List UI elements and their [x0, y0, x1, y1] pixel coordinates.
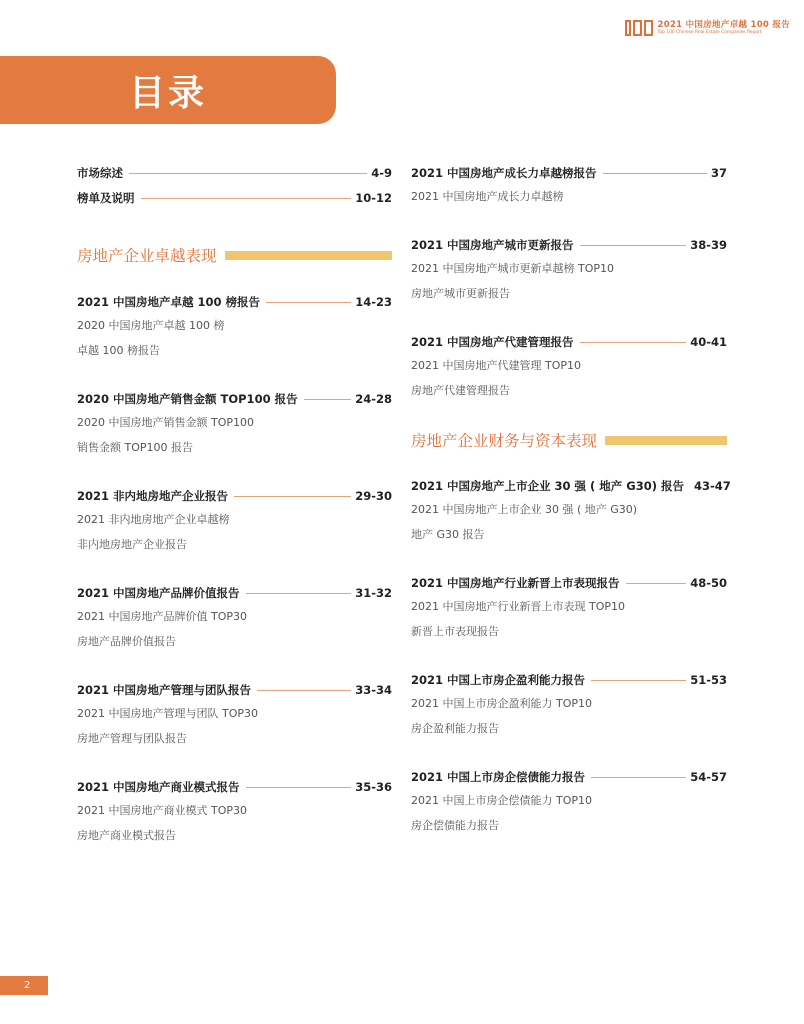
toc-entry-page: 14-23 — [355, 295, 392, 309]
toc-entry-title: 2021 中国房地产管理与团队报告 — [77, 683, 252, 697]
toc-entry-page: 24-28 — [355, 392, 392, 406]
toc-entry-page: 38-39 — [690, 238, 727, 252]
toc-sub-item: 2021 中国房地产城市更新卓越榜 TOP10 — [411, 262, 614, 275]
toc-entry-page: 35-36 — [355, 780, 392, 794]
section-title: 房地产企业财务与资本表现 — [411, 432, 598, 450]
toc-left-column — [77, 164, 392, 845]
toc-entry[interactable] — [77, 487, 392, 554]
leader-line — [257, 690, 351, 691]
toc-sub-item: 2021 中国房地产商业模式 TOP30 — [77, 804, 247, 817]
leader-line — [580, 245, 687, 246]
toc-sub-item: 2021 非内地房地产企业卓越榜 — [77, 513, 230, 526]
leader-line — [266, 302, 351, 303]
toc-entry[interactable] — [77, 681, 392, 748]
report-logo-icon — [625, 20, 653, 36]
toc-entry-title: 2021 中国房地产行业新晋上市表现报告 — [411, 576, 620, 590]
toc-entry[interactable] — [411, 164, 727, 206]
toc-entry[interactable] — [411, 768, 727, 835]
toc-entry-title: 榜单及说明 — [77, 191, 135, 205]
section-bar — [605, 436, 727, 445]
toc-entry-title: 2021 中国房地产城市更新报告 — [411, 238, 574, 252]
toc-sub-item: 2021 中国房地产品牌价值 TOP30 — [77, 610, 247, 623]
page-number: 2 — [0, 976, 48, 995]
toc-entry[interactable] — [77, 778, 392, 845]
toc-sub-item: 2020 中国房地产销售金额 TOP100 — [77, 416, 254, 429]
leader-line — [129, 173, 367, 174]
toc-sub-item: 卓越 100 榜报告 — [77, 344, 160, 357]
section-heading — [77, 244, 392, 266]
toc-sub-item: 2021 中国上市房企偿债能力 TOP10 — [411, 794, 592, 807]
toc-entry-page: 43-47 — [694, 479, 731, 493]
report-subtitle: Top 100 Chinese Real Estate Companies Report — [657, 30, 762, 36]
toc-sub-item: 2021 中国房地产上市企业 30 强 ( 地产 G30) — [411, 503, 638, 516]
leader-line — [626, 583, 687, 584]
toc-sub-item: 2021 中国房地产管理与团队 TOP30 — [77, 707, 258, 720]
section-heading — [411, 429, 727, 451]
toc-entry[interactable] — [77, 189, 392, 207]
toc-entry-title: 2021 中国房地产商业模式报告 — [77, 780, 240, 794]
leader-line — [246, 593, 352, 594]
leader-line — [591, 680, 686, 681]
toc-entry-page: 37 — [710, 166, 727, 180]
toc-entry-page: 31-32 — [355, 586, 392, 600]
toc-entry-title: 2021 中国房地产上市企业 30 强 ( 地产 G30) 报告 — [411, 479, 684, 493]
toc-sub-item: 地产 G30 报告 — [411, 528, 485, 541]
toc-entry-title: 2021 中国房地产代建管理报告 — [411, 335, 574, 349]
toc-entry-page: 51-53 — [690, 673, 727, 687]
section-title: 房地产企业卓越表现 — [77, 247, 217, 265]
toc-sub-item: 非内地房地产企业报告 — [77, 538, 187, 551]
toc-entry-title: 2021 中国上市房企盈利能力报告 — [411, 673, 586, 687]
toc-sub-item: 2020 中国房地产卓越 100 榜 — [77, 319, 225, 332]
report-header — [625, 20, 790, 36]
leader-line — [141, 198, 352, 199]
toc-entry[interactable] — [411, 333, 727, 400]
toc-sub-item: 房企盈利能力报告 — [411, 722, 499, 735]
toc-entry-page: 48-50 — [690, 576, 727, 590]
leader-line — [591, 777, 686, 778]
toc-sub-item: 新晋上市表现报告 — [411, 625, 499, 638]
toc-entry-page: 29-30 — [355, 489, 392, 503]
toc-right-column — [411, 164, 731, 835]
toc-sub-item: 房地产代建管理报告 — [411, 384, 510, 397]
toc-sub-item: 销售金额 TOP100 报告 — [77, 441, 193, 454]
report-title: 2021 中国房地产卓越 100 报告 — [657, 19, 790, 30]
toc-entry[interactable] — [411, 574, 727, 641]
leader-line — [304, 399, 352, 400]
toc-sub-item: 房企偿债能力报告 — [411, 819, 499, 832]
toc-entry-title: 2021 中国上市房企偿债能力报告 — [411, 770, 586, 784]
toc-entry-title: 市场综述 — [77, 166, 123, 180]
toc-entry-page: 54-57 — [690, 770, 727, 784]
toc-entry[interactable] — [411, 477, 731, 544]
toc-entry[interactable] — [77, 390, 392, 457]
section-bar — [225, 251, 392, 260]
toc-sub-item: 房地产管理与团队报告 — [77, 732, 187, 745]
toc-entry-page: 4-9 — [371, 166, 392, 180]
toc-entry-page: 33-34 — [355, 683, 392, 697]
toc-entry[interactable] — [77, 293, 392, 360]
page-title: 目录 — [128, 72, 207, 114]
toc-entry-page: 40-41 — [690, 335, 727, 349]
leader-line — [580, 342, 687, 343]
toc-entry[interactable] — [77, 164, 392, 182]
leader-line — [603, 173, 707, 174]
toc-entry-page: 10-12 — [355, 191, 392, 205]
toc-sub-item: 2021 中国房地产代建管理 TOP10 — [411, 359, 581, 372]
toc-sub-item: 房地产品牌价值报告 — [77, 635, 176, 648]
toc-sub-item: 2021 中国房地产行业新晋上市表现 TOP10 — [411, 600, 625, 613]
toc-entry-title: 2020 中国房地产销售金额 TOP100 报告 — [77, 392, 298, 406]
toc-entry-title: 2021 中国房地产卓越 100 榜报告 — [77, 295, 261, 309]
toc-banner — [0, 56, 336, 124]
toc-sub-item: 房地产商业模式报告 — [77, 829, 176, 842]
leader-line — [234, 496, 351, 497]
toc-sub-item: 2021 中国上市房企盈利能力 TOP10 — [411, 697, 592, 710]
toc-entry-title: 2021 中国房地产品牌价值报告 — [77, 586, 240, 600]
toc-entry-title: 2021 非内地房地产企业报告 — [77, 489, 229, 503]
toc-entry[interactable] — [411, 671, 727, 738]
toc-sub-item: 2021 中国房地产成长力卓越榜 — [411, 190, 564, 203]
leader-line — [246, 787, 352, 788]
toc-entry[interactable] — [411, 236, 727, 303]
toc-entry[interactable] — [77, 584, 392, 651]
toc-sub-item: 房地产城市更新报告 — [411, 287, 510, 300]
toc-entry-title: 2021 中国房地产成长力卓越榜报告 — [411, 166, 597, 180]
